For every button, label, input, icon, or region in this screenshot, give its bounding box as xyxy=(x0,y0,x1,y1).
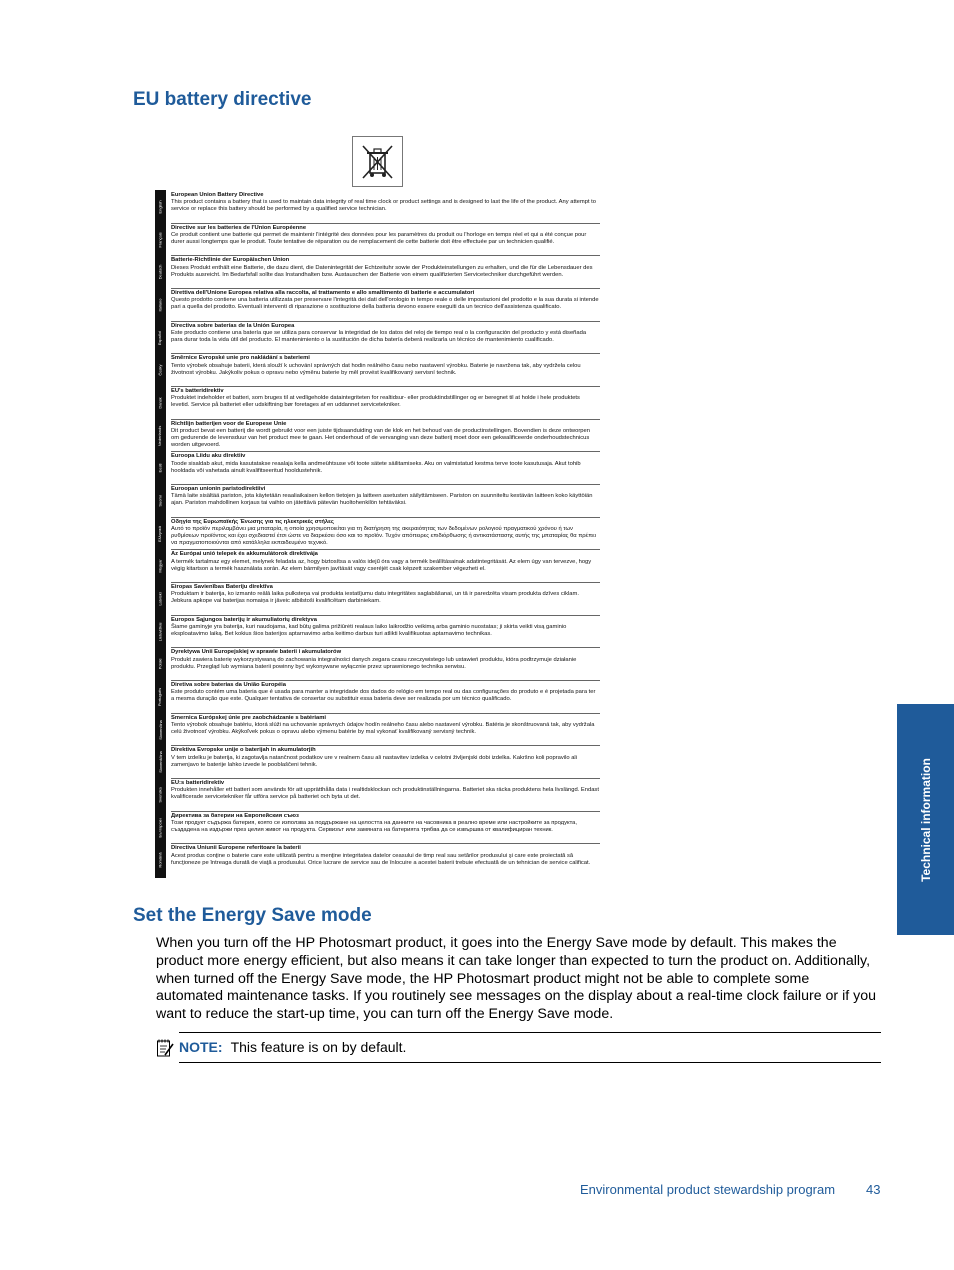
directive-entry xyxy=(171,715,599,745)
directive-entry-title: Dyrektywa Unii Europejskiej w sprawie baterii i akumulatorów xyxy=(171,649,342,656)
directive-entry xyxy=(171,257,599,287)
directive-entry xyxy=(171,323,599,353)
directive-entry-title: Az Európai unió telepek és akkumulátorok direktívája xyxy=(171,551,318,558)
directive-entry-text: Tento výrobek obsahuje baterii, která slouží k uchování správných dat hodin reálného času nebo nastavení výrobku. Baterie je navržena tak, aby vydržela celou životnost výrobku. Jakýkoliv pokus o opravu nebo výměnu baterie by měl provést kvalifikovaný servisní technik. xyxy=(171,362,581,376)
language-label xyxy=(155,356,166,384)
language-label-text: Dansk xyxy=(157,397,163,409)
directive-entry-title: Batterie-Richtlinie der Europäischen Union xyxy=(171,257,290,264)
page-number: 43 xyxy=(866,1182,881,1197)
language-label xyxy=(155,422,166,450)
language-label xyxy=(155,846,166,874)
language-label-text: Svenska xyxy=(157,787,163,803)
directive-entry-title: EU:s batteridirektiv xyxy=(171,780,225,786)
footer-section-title: Environmental product stewardship program xyxy=(580,1182,836,1197)
directive-entry xyxy=(171,486,599,516)
language-label-text: Slovenščina xyxy=(157,751,163,774)
directive-entry xyxy=(171,388,599,418)
directive-entry-text: Dit product bevat een batterij die wordt gebruikt voor een juiste tijdsaanduiding van de klok en het behoud van de productinstellingen. Bovendien is deze ontworpen om gedurende de levensduur van het product mee te gaan. Het onderhoud of de vervanging van deze batterij moet door een gekwalificeerde onderhoudstechnicus worden uitgevoerd. xyxy=(171,427,590,449)
note-bottom-rule xyxy=(179,1062,881,1063)
directive-entry xyxy=(171,649,599,679)
directive-entry xyxy=(171,192,599,222)
directive-entry xyxy=(171,682,599,712)
language-label-text: Français xyxy=(157,231,163,248)
directive-entry-title: Eiropas Savienības Bateriju direktīva xyxy=(171,584,273,590)
directive-entry-title: Directiva Uniunii Europene referitoare la baterii xyxy=(171,845,301,852)
directive-entry xyxy=(171,290,599,320)
directive-entry-title: Direttiva dell'Unione Europea relativa alla raccolta, al trattamento e allo smaltimento di batterie e accumulatori xyxy=(171,290,475,296)
directive-entry-title: Directive sur les batteries de l'Union Européenne xyxy=(171,224,307,231)
crossed-bin-icon xyxy=(352,136,403,187)
directive-entry xyxy=(171,551,599,581)
directive-entry-text: Dieses Produkt enthält eine Batterie, die dazu dient, die Datenintegrität der Echtzeituhr sowie der Produkteinstellungen zu erhalten, und die für die Lebensdauer des Produkts ausreicht. Im Bedarfsfall sollte das Instandhalten bzw. Austauschen der Batterie von einem qualifizierten Servicetechniker durchgeführt werden. xyxy=(171,264,593,278)
language-label xyxy=(155,618,166,646)
energy-save-paragraph: When you turn off the HP Photosmart product, it goes into the Energy Save mode by default. This makes the product more energy efficient, but also means it can take longer than expected to turn the product on. Additionally, when turned off the Energy Save mode, the HP Photosmart product might not be able to complete some automated maintenance tasks. If you routinely see messages on the display about a real-time clock failure or if you want to reduce the start-up time, you can turn off the Energy Save mode. xyxy=(156,935,877,1023)
directive-entry-title: Οδηγία της Ευρωπαϊκής Ένωσης για τις ηλεκτρικές στήλες xyxy=(171,518,334,525)
language-label xyxy=(155,552,166,580)
directive-entry-text: Este producto contiene una batería que se utiliza para conservar la integridad de los datos del reloj de tiempo real o la configuración del producto y está diseñada para durar toda la vida útil del producto. El mantenimiento o la sustitución de dicha batería deberá realizarla un técnico de mantenimiento cualificado. xyxy=(171,329,587,344)
note-label: NOTE: xyxy=(179,1039,223,1055)
language-label-text: Suomi xyxy=(157,495,163,507)
directive-entry-text: Tämä laite sisältää pariston, jota käytetään reaaliaikaisen kellon tietojen ja laitteen asetusten säilyttämiseen. Pariston on suunniteltu kestävän laitteen koko käyttöiän ajan. Pariston mahdollinen korjaus tai vaihto on jätettävä pätevän huoltohenkilön tehtäväksi. xyxy=(171,493,593,507)
directive-entry-text: Produktet indeholder et batteri, som bruges til at vedligeholde dataintegriteten for realtidsur- eller produktindstillinger og er beregnet til at holde i hele produktets levetid. Service på batteriet eller udskiftning bør foretages af en uddannet servicetekniker. xyxy=(171,395,580,409)
directive-entry xyxy=(171,813,599,843)
directive-divider xyxy=(171,321,600,322)
language-label-text: Ελληνικά xyxy=(157,525,163,542)
language-label-text: Română xyxy=(157,852,163,868)
language-label xyxy=(155,487,166,515)
directive-divider xyxy=(171,451,600,452)
note xyxy=(179,1039,406,1056)
language-bar xyxy=(155,190,166,878)
directive-entry xyxy=(171,617,599,647)
directive-divider xyxy=(171,680,600,681)
language-label xyxy=(155,226,166,254)
directive-entry-title: Euroopan unionin paristodirektiivi xyxy=(171,486,266,492)
directive-entry-title: EU's batteridirektiv xyxy=(171,388,224,394)
directive-divider xyxy=(171,223,600,224)
eu-battery-heading: EU battery directive xyxy=(133,89,312,110)
directive-entry xyxy=(171,747,599,777)
directive-entry-text: Този продукт съдържа батерия, която се използва за поддържане на целостта на данните на часовника в реално време или настройките за продукта, създадена на издържи през целия живот на продукта. Сервизът или замяната на батерията трябва да се извършва от квалифициран техник. xyxy=(171,819,577,834)
directive-divider xyxy=(171,419,600,420)
directive-entry xyxy=(171,355,599,385)
directive-entry-text: Produkt zawiera baterię wykorzystywaną do zachowania integralności danych zegara czasu rzeczywistego lub ustawień produktu, która podtrzymuje działanie produktu. Przegląd lub wymiana baterii powinny być wykonywane wyłącznie przez uprawnionego technika serwisu. xyxy=(171,656,577,670)
directive-entry-text: Toode sisaldab akut, mida kasutatakse reaalaja kella andmeühtsuse või toote sätete säilitamiseks. Aku on valmistatud kestma terve toote kasutusaja. Akut tohib hooldada või vahetada ainult kvalifitseeritud hooldustehnik. xyxy=(171,460,581,474)
directive-entry-title: Smernica Európskej únie pre zaobchádzanie s batériami xyxy=(171,714,326,721)
language-label-text: Português xyxy=(157,687,163,707)
language-label xyxy=(155,748,166,776)
directive-entry xyxy=(171,225,599,255)
directive-entry xyxy=(171,845,599,875)
directive-divider xyxy=(171,484,600,485)
directive-entry-title: Direktiva Evropske unije o baterijah in akumulatorjih xyxy=(171,747,316,754)
language-label xyxy=(155,716,166,744)
directive-divider xyxy=(171,713,600,714)
language-label xyxy=(155,520,166,548)
battery-directive-table xyxy=(155,190,600,878)
language-label xyxy=(155,193,166,221)
directive-entry-title: Euroopa Liidu aku direktiiv xyxy=(171,453,246,460)
directive-entry-title: European Union Battery Directive xyxy=(171,192,264,198)
directive-divider xyxy=(171,582,600,583)
directive-entry-text: Este produto contém uma bateria que é usada para manter a integridade dos dados do relógio em tempo real ou das configurações do produto e é projetada para ter a mesma duração que este. Qualquer tentativa de consertar ou substituir essa bateria deve ser realizada por um técnico qualificado. xyxy=(171,689,596,703)
language-label-text: Lietuviškai xyxy=(157,622,163,641)
language-label-text: Deutsch xyxy=(157,264,163,280)
directive-entry-text: Αυτό το προϊόν περιλαμβάνει μια μπαταρία, η οποία χρησιμοποιείται για τη διατήρηση της ακεραιότητας των δεδομένων ρολογιού πραγματικού χρόνου ή των ρυθμίσεων προϊόντος και έχει σχεδιαστεί έτσι ώστε να διαρκέσει όσο και το προϊόν. Τυχόν απόπειρες επιδιόρθωσης ή αντικατάστασης αυτής της μπαταρίας θα πρέπει να πραγματοποιούνται από κατάλληλα εκπαιδευμένο τεχνικό. xyxy=(171,525,597,547)
language-label xyxy=(155,650,166,678)
directive-entry xyxy=(171,519,599,549)
directive-entry-text: Ce produit contient une batterie qui permet de maintenir l'intégrité des données pour les paramètres du produit ou l'horloge en temps réel et qui a été conçue pour durer aussi longtemps que le produit. Toute tentative de réparation ou de remplacement de cette batterie doit être effectuée par un technicien qualifié. xyxy=(171,231,587,246)
directive-entry xyxy=(171,584,599,614)
directive-entry-text: Produktam ir baterija, ko izmanto reālā laika pulksteņa vai produkta iestatījumu datu integritātes saglabāšanai, un tā ir paredzēta visam produkta dzīves ciklam. Jebkura apkope vai baterijas nomaiņa ir jāveic atbilstoši kvalificētam darbiniekam. xyxy=(171,591,579,605)
directive-entry-title: Richtlijn batterijen voor de Europese Unie xyxy=(171,420,287,427)
language-label-text: Latviski xyxy=(157,592,163,606)
directive-entry-title: Směrnice Evropské unie pro nakládání s bateriemi xyxy=(171,355,310,362)
directive-divider xyxy=(171,615,600,616)
directive-entry-title: Diretiva sobre baterias da União Européia xyxy=(171,682,287,688)
language-label xyxy=(155,291,166,319)
language-label-text: Nederlands xyxy=(157,425,163,446)
directive-entry-text: Šiame gaminyje yra baterija, kuri naudojama, kad būtų galima prižiūrėti realaus laiko laikrodžio veikimą arba gaminio nuostatas; ji skirta veikti visą gaminio eksploatavimo laiką. Bet kokius šios baterijos aptarnavimo arba keitimo darbus turi atlikti kvalifikuotas aptarnavimo technikas. xyxy=(171,623,567,638)
directive-entry-text: Produkten innehåller ett batteri som används för att upprätthålla data i realtidsklockan och produktinställningarna. Batteriet ska räcka produktens hela livslängd. Endast kvalificerade servicetekniker får utföra service på batteriet och byta ut det. xyxy=(171,787,599,801)
note-text: This feature is on by default. xyxy=(230,1039,407,1055)
directive-divider xyxy=(171,255,600,256)
language-label-text: English xyxy=(157,200,163,214)
directive-entry xyxy=(171,421,599,451)
directive-entry-text: V tem izdelku je baterija, ki zagotavlja natančnost podatkov ure v realnem času ali nastavitev izdelka v celotni življenjski dobi izdelka. Kakršno koli popravilo ali zamenjavo te baterije lahko izvede le pooblaščeni tehnik. xyxy=(171,754,577,768)
directive-entry-title: Директива за батерии на Европейския съюз xyxy=(171,812,299,819)
directive-divider xyxy=(171,517,600,518)
directive-divider xyxy=(171,745,600,746)
language-label-text: Español xyxy=(157,330,163,345)
language-label-text: Slovenčina xyxy=(157,719,163,740)
directive-entry-text: Tento výrobok obsahuje batériu, ktorá slúži na uchovanie správnych údajov hodín reálneho času alebo nastavení výrobku. Batéria je skonštruovaná tak, aby vydržala celú životnosť výrobku. Akýkoľvek pokus o opravu alebo výmenu batérie by mal vykonať kvalifikovaný servisný technik. xyxy=(171,721,595,736)
language-label xyxy=(155,258,166,286)
note-top-rule xyxy=(179,1032,881,1033)
language-label-text: Magyar xyxy=(157,559,163,573)
language-label xyxy=(155,585,166,613)
directive-entry-text: Questo prodotto contiene una batteria utilizzata per preservare l'integrità dei dati dell'orologio in tempo reale o delle impostazioni del prodotto e la sua durata si intende pari a quella del prodotto. Eventuali interventi di riparazione o sostituzione della batteria devono essere eseguiti da un tecnico dell'assistenza qualificato. xyxy=(171,297,599,311)
language-label xyxy=(155,781,166,809)
directive-entry xyxy=(171,780,599,810)
directive-divider xyxy=(171,647,600,648)
directive-entry xyxy=(171,453,599,483)
side-tab-label: Technical information xyxy=(918,757,933,882)
language-label xyxy=(155,454,166,482)
language-label xyxy=(155,683,166,711)
directive-divider xyxy=(171,549,600,550)
directive-divider xyxy=(171,288,600,289)
directive-divider xyxy=(171,843,600,844)
directive-entry-text: Acest produs conţine o baterie care este utilizată pentru a menţine integritatea datelor ceasului de timp real sau setărilor produsului şi care este proiectată să funcţioneze pe întreaga durată de viaţă a produsului. Orice lucrare de service sau de înlocuire a acestei baterii trebuie efectuată de un tehnician de service calificat. xyxy=(171,852,591,866)
directive-entry-title: Europos Sąjungos baterijų ir akumuliatorių direktyva xyxy=(171,616,317,623)
directive-entry-text: A termék tartalmaz egy elemet, melynek feladata az, hogy biztosítsa a valós idejű óra vagy a termék beállításainak adatintegritását. Az elem úgy van tervezve, hogy végig kitartson a termék használata során. Az elem bármilyen javítását vagy cseréjét csak képzett szakember végezheti el. xyxy=(171,558,592,572)
language-label-text: Italiano xyxy=(157,298,163,312)
language-label-text: Česky xyxy=(157,364,163,376)
language-label xyxy=(155,814,166,842)
directive-divider xyxy=(171,386,600,387)
language-label-text: Polski xyxy=(157,658,163,670)
language-label-text: Eesti xyxy=(157,463,163,473)
directive-divider xyxy=(171,353,600,354)
directive-divider xyxy=(171,778,600,779)
directive-entry-text: This product contains a battery that is used to maintain data integrity of real time clock or product settings and is designed to last the life of the product. Any attempt to service or replace this battery should be performed by a qualified service technician. xyxy=(171,199,597,213)
energy-save-heading: Set the Energy Save mode xyxy=(133,905,372,926)
directive-divider xyxy=(171,811,600,812)
language-label-text: Български xyxy=(157,818,163,838)
note-icon xyxy=(156,1038,174,1058)
language-label xyxy=(155,324,166,352)
technical-information-tab xyxy=(897,704,954,935)
directive-entry-title: Directiva sobre baterías de la Unión Europea xyxy=(171,322,295,329)
language-label xyxy=(155,389,166,417)
